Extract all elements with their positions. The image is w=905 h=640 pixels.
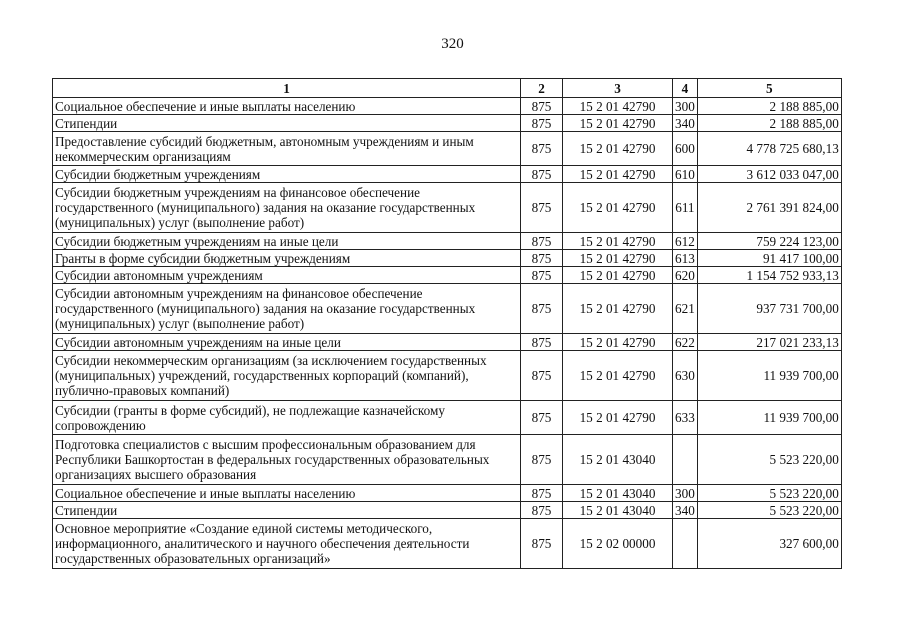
row-target-code: 15 2 01 42790 <box>563 183 673 233</box>
table-body <box>53 98 842 569</box>
row-grbs-code: 875 <box>521 519 563 569</box>
row-grbs-code: 875 <box>521 502 563 519</box>
header-col-3: 3 <box>563 79 673 98</box>
row-target-code: 15 2 01 43040 <box>563 435 673 485</box>
table-row <box>53 435 842 485</box>
row-target-code: 15 2 01 43040 <box>563 485 673 502</box>
row-description: Субсидии автономным учреждениям на финансовое обеспечение государственного (муниципального) задания на оказание государственных (муниципальных) услуг (выполнение работ) <box>53 284 521 334</box>
table-row <box>53 267 842 284</box>
header-col-1: 1 <box>53 79 521 98</box>
row-description: Субсидии некоммерческим организациям (за исключением государственных (муниципальных) учреждений, государственных корпораций (компаний), публично-правовых компаний) <box>53 351 521 401</box>
row-amount: 2 188 885,00 <box>697 115 841 132</box>
row-expense-type: 300 <box>673 485 698 502</box>
row-description: Субсидии (гранты в форме субсидий), не подлежащие казначейскому сопровождению <box>53 401 521 435</box>
row-description: Социальное обеспечение и иные выплаты населению <box>53 98 521 115</box>
table-row <box>53 250 842 267</box>
row-grbs-code: 875 <box>521 183 563 233</box>
table-row <box>53 166 842 183</box>
row-target-code: 15 2 01 42790 <box>563 115 673 132</box>
row-amount: 11 939 700,00 <box>697 401 841 435</box>
row-description: Подготовка специалистов с высшим профессиональным образованием для Республики Башкортостан в федеральных государственных образовательных организациях высшего образования <box>53 435 521 485</box>
row-target-code: 15 2 01 42790 <box>563 401 673 435</box>
row-description: Субсидии бюджетным учреждениям на финансовое обеспечение государственного (муниципального) задания на оказание государственных (муниципальных) услуг (выполнение работ) <box>53 183 521 233</box>
row-description: Субсидии бюджетным учреждениям <box>53 166 521 183</box>
row-description: Стипендии <box>53 115 521 132</box>
row-expense-type: 620 <box>673 267 698 284</box>
row-expense-type: 600 <box>673 132 698 166</box>
row-amount: 5 523 220,00 <box>697 485 841 502</box>
row-grbs-code: 875 <box>521 267 563 284</box>
header-col-4: 4 <box>673 79 698 98</box>
table-header <box>53 79 842 98</box>
row-amount: 217 021 233,13 <box>697 334 841 351</box>
row-description: Основное мероприятие «Создание единой системы методического, информационного, аналитического и научного обеспечения деятельности государственных образовательных организаций» <box>53 519 521 569</box>
row-expense-type: 630 <box>673 351 698 401</box>
row-description: Субсидии бюджетным учреждениям на иные цели <box>53 233 521 250</box>
table-row <box>53 183 842 233</box>
row-expense-type: 300 <box>673 98 698 115</box>
row-grbs-code: 875 <box>521 351 563 401</box>
header-row <box>53 79 842 98</box>
table-row <box>53 351 842 401</box>
row-description: Предоставление субсидий бюджетным, автономным учреждениям и иным некоммерческим организациям <box>53 132 521 166</box>
page-number: 320 <box>441 36 464 52</box>
header-col-5: 5 <box>697 79 841 98</box>
row-target-code: 15 2 02 00000 <box>563 519 673 569</box>
row-target-code: 15 2 01 42790 <box>563 250 673 267</box>
row-grbs-code: 875 <box>521 132 563 166</box>
row-grbs-code: 875 <box>521 435 563 485</box>
budget-table <box>52 78 842 569</box>
table-row <box>53 519 842 569</box>
row-target-code: 15 2 01 42790 <box>563 351 673 401</box>
row-grbs-code: 875 <box>521 98 563 115</box>
table-row <box>53 401 842 435</box>
table-row <box>53 132 842 166</box>
row-target-code: 15 2 01 42790 <box>563 132 673 166</box>
row-grbs-code: 875 <box>521 250 563 267</box>
header-col-2: 2 <box>521 79 563 98</box>
row-expense-type <box>673 519 698 569</box>
row-description: Гранты в форме субсидии бюджетным учреждениям <box>53 250 521 267</box>
table-row <box>53 502 842 519</box>
row-target-code: 15 2 01 42790 <box>563 267 673 284</box>
row-amount: 4 778 725 680,13 <box>697 132 841 166</box>
row-expense-type: 633 <box>673 401 698 435</box>
row-expense-type: 613 <box>673 250 698 267</box>
row-grbs-code: 875 <box>521 284 563 334</box>
row-expense-type: 622 <box>673 334 698 351</box>
row-amount: 91 417 100,00 <box>697 250 841 267</box>
row-grbs-code: 875 <box>521 166 563 183</box>
row-description: Стипендии <box>53 502 521 519</box>
row-description: Субсидии автономным учреждениям <box>53 267 521 284</box>
row-amount: 759 224 123,00 <box>697 233 841 250</box>
row-target-code: 15 2 01 42790 <box>563 166 673 183</box>
row-expense-type: 340 <box>673 115 698 132</box>
row-target-code: 15 2 01 43040 <box>563 502 673 519</box>
row-target-code: 15 2 01 42790 <box>563 334 673 351</box>
table-row <box>53 115 842 132</box>
row-amount: 2 761 391 824,00 <box>697 183 841 233</box>
row-grbs-code: 875 <box>521 233 563 250</box>
table-row <box>53 98 842 115</box>
row-expense-type: 610 <box>673 166 698 183</box>
row-expense-type: 611 <box>673 183 698 233</box>
table-row <box>53 485 842 502</box>
row-amount: 5 523 220,00 <box>697 502 841 519</box>
row-expense-type: 621 <box>673 284 698 334</box>
row-grbs-code: 875 <box>521 401 563 435</box>
row-target-code: 15 2 01 42790 <box>563 284 673 334</box>
row-amount: 2 188 885,00 <box>697 98 841 115</box>
row-description: Социальное обеспечение и иные выплаты населению <box>53 485 521 502</box>
row-amount: 327 600,00 <box>697 519 841 569</box>
row-amount: 1 154 752 933,13 <box>697 267 841 284</box>
table-row <box>53 334 842 351</box>
row-expense-type: 340 <box>673 502 698 519</box>
row-expense-type: 612 <box>673 233 698 250</box>
row-expense-type <box>673 435 698 485</box>
row-target-code: 15 2 01 42790 <box>563 233 673 250</box>
row-target-code: 15 2 01 42790 <box>563 98 673 115</box>
row-amount: 11 939 700,00 <box>697 351 841 401</box>
row-grbs-code: 875 <box>521 485 563 502</box>
row-grbs-code: 875 <box>521 334 563 351</box>
table-row <box>53 233 842 250</box>
row-amount: 3 612 033 047,00 <box>697 166 841 183</box>
table-row <box>53 284 842 334</box>
row-amount: 937 731 700,00 <box>697 284 841 334</box>
row-amount: 5 523 220,00 <box>697 435 841 485</box>
row-description: Субсидии автономным учреждениям на иные цели <box>53 334 521 351</box>
row-grbs-code: 875 <box>521 115 563 132</box>
